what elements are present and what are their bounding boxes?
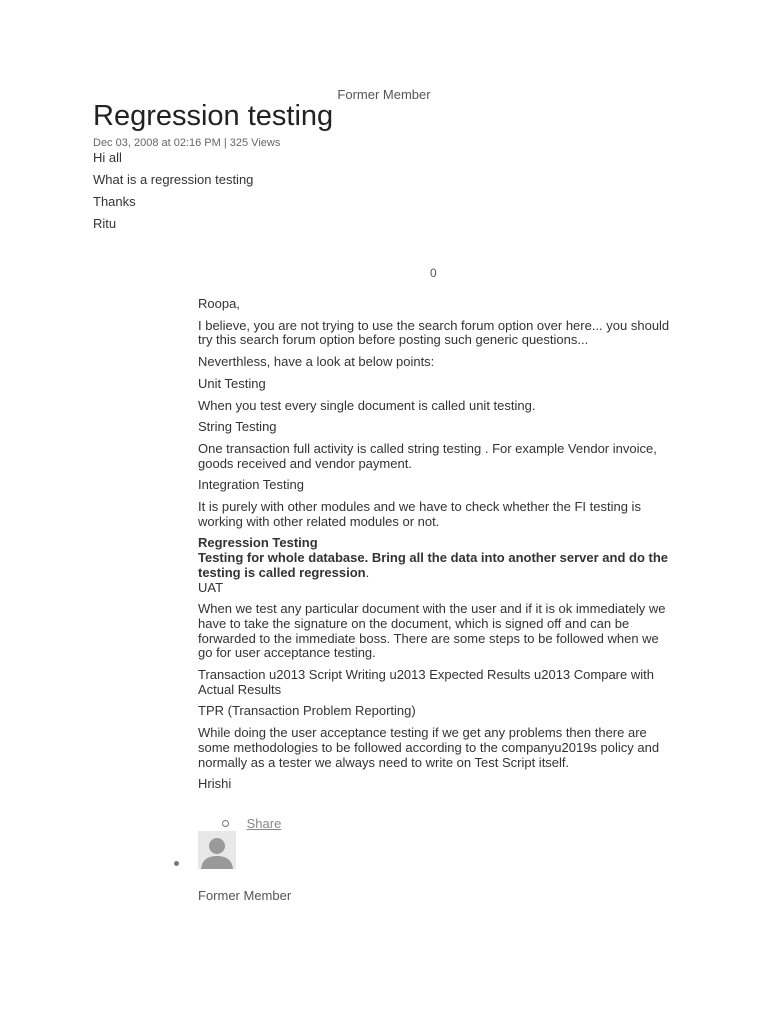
answer-greeting: Roopa, xyxy=(198,296,240,311)
question-body xyxy=(93,150,673,238)
reply-author[interactable]: Former Member xyxy=(198,888,292,903)
answer-intro: I believe, you are not trying to use the search forum option over here... you should try this search forum option before posting such generic questions... xyxy=(198,317,670,348)
uat-heading: UAT xyxy=(198,579,224,595)
unit-testing-text: When you test every single document is called unit testing. xyxy=(198,397,536,413)
tpr-heading: TPR (Transaction Problem Reporting) xyxy=(198,703,416,719)
string-testing-heading: String Testing xyxy=(198,419,277,435)
share-link[interactable]: Share xyxy=(246,816,282,831)
string-testing-text: One transaction full activity is called string testing . For example Vendor invoice, goods received and vendor payment. xyxy=(198,440,657,471)
vote-count[interactable]: 0 xyxy=(430,266,437,280)
answer-lead: Neverthless, have a look at below points: xyxy=(198,354,435,370)
tpr-text: While doing the user acceptance testing if we get any problems then there are some methodologies to be followed according to the companyu2019s policy and normally as a tester we always need to write on Test Script itself. xyxy=(198,725,660,770)
answer-signature: Hrishi xyxy=(198,776,232,792)
uat-text: When we test any particular document with the user and if it is ok immediately we have to take the signature on the document, which is signed off and can be forwarded to the immediate boss. There are some steps to be followed when we go for user acceptance testing. xyxy=(198,601,666,661)
integration-testing-heading: Integration Testing xyxy=(198,477,304,493)
regression-testing-tail: . xyxy=(365,564,370,580)
question-line: What is a regression testing xyxy=(93,172,254,187)
user-silhouette-icon xyxy=(198,831,236,869)
transaction-text: Transaction u2013 Script Writing u2013 Expected Results u2013 Compare with Actual Results xyxy=(198,667,654,697)
question-line: Ritu xyxy=(93,216,117,231)
regression-testing-paragraph xyxy=(198,551,676,580)
circle-bullet-icon xyxy=(222,820,229,827)
question-line: Hi all xyxy=(93,150,122,165)
share-row xyxy=(222,816,281,831)
page-title: Regression testing xyxy=(93,100,334,132)
post-author[interactable]: Former Member xyxy=(337,87,431,102)
regression-testing-text: Testing for whole database. Bring all the data into another server and do the testing is called regression xyxy=(198,550,668,580)
integration-testing-text: It is purely with other modules and we have to check whether the FI testing is working with other related modules or not. xyxy=(198,499,641,529)
question-line: Thanks xyxy=(93,194,136,209)
post-meta: Dec 03, 2008 at 02:16 PM | 325 Views xyxy=(93,137,281,149)
answer-body xyxy=(198,297,676,799)
regression-testing-heading: Regression Testing xyxy=(198,535,318,551)
user-avatar-icon[interactable] xyxy=(198,831,236,869)
disc-bullet-icon xyxy=(174,861,179,866)
unit-testing-heading: Unit Testing xyxy=(198,375,266,391)
